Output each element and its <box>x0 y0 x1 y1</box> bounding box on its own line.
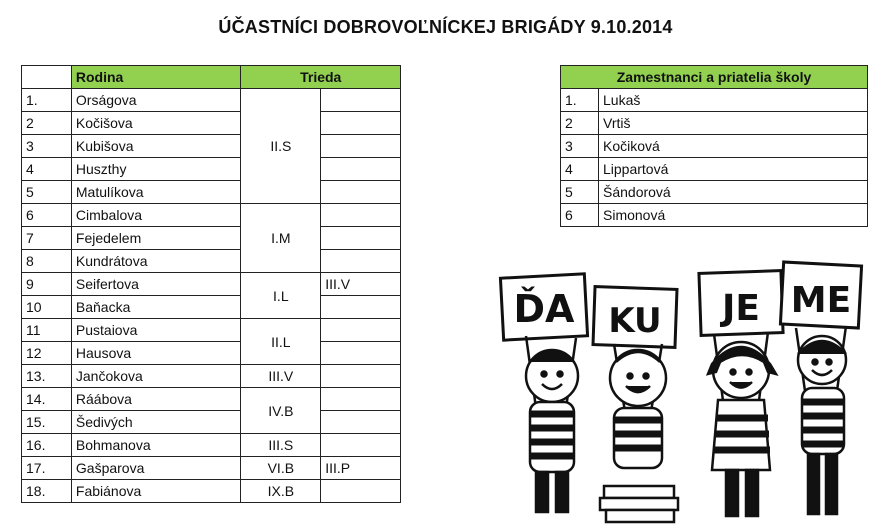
table-row <box>22 480 401 503</box>
table-row <box>22 135 401 158</box>
row-number: 1. <box>561 89 599 112</box>
table-row <box>22 273 401 296</box>
row-number: 3 <box>561 135 599 158</box>
kid-figure <box>708 332 776 516</box>
kid-figure <box>796 326 846 514</box>
family-name: Baňacka <box>71 296 241 319</box>
family-name: Gašparova <box>71 457 241 480</box>
staff-name: Simonová <box>599 204 868 227</box>
family-name: Kundrátova <box>71 250 241 273</box>
sign-text: ĎA <box>513 287 575 331</box>
header-family: Rodina <box>71 66 241 89</box>
extra-cell <box>321 204 401 227</box>
table-row <box>561 89 868 112</box>
table-row <box>22 434 401 457</box>
table-header-row <box>22 66 401 89</box>
row-number: 16. <box>22 434 72 457</box>
table-row <box>22 296 401 319</box>
extra-cell <box>321 388 401 411</box>
row-number: 5 <box>561 181 599 204</box>
row-number: 1. <box>22 89 72 112</box>
extra-cell <box>321 227 401 250</box>
family-name: Matulíkova <box>71 181 241 204</box>
family-name: Cimbalova <box>71 204 241 227</box>
row-number: 2 <box>22 112 72 135</box>
family-name: Kubišova <box>71 135 241 158</box>
row-number: 3 <box>22 135 72 158</box>
extra-cell <box>321 250 401 273</box>
extra-cell <box>321 181 401 204</box>
table-row <box>561 204 868 227</box>
class-cell: IV.B <box>241 388 321 434</box>
table-row <box>561 181 868 204</box>
extra-cell <box>321 89 401 112</box>
table-row <box>22 365 401 388</box>
extra-cell <box>321 480 401 503</box>
table-row <box>22 250 401 273</box>
row-number: 4 <box>22 158 72 181</box>
family-name: Jančokova <box>71 365 241 388</box>
families-table <box>21 65 401 503</box>
class-cell: II.L <box>241 319 321 365</box>
extra-cell <box>321 365 401 388</box>
row-number: 7 <box>22 227 72 250</box>
header-class: Trieda <box>241 66 401 89</box>
table-row <box>22 181 401 204</box>
table-row <box>22 457 401 480</box>
class-cell: I.L <box>241 273 321 319</box>
row-number: 4 <box>561 158 599 181</box>
extra-cell <box>321 296 401 319</box>
row-number: 18. <box>22 480 72 503</box>
row-number: 6 <box>561 204 599 227</box>
table-row <box>22 411 401 434</box>
kid-figure <box>600 344 678 522</box>
class-cell: III.S <box>241 434 321 457</box>
family-name: Kočišova <box>71 112 241 135</box>
table-row <box>22 112 401 135</box>
family-name: Hausova <box>71 342 241 365</box>
table-row <box>22 227 401 250</box>
extra-cell: III.V <box>321 273 401 296</box>
extra-cell <box>321 112 401 135</box>
family-name: Pustaiova <box>71 319 241 342</box>
family-name: Seifertova <box>71 273 241 296</box>
extra-cell <box>321 319 401 342</box>
family-name: Huszthy <box>71 158 241 181</box>
staff-name: Vrtiš <box>599 112 868 135</box>
table-row <box>22 388 401 411</box>
family-name: Fabiánova <box>71 480 241 503</box>
row-number: 9 <box>22 273 72 296</box>
staff-name: Lippartová <box>599 158 868 181</box>
family-name: Bohmanova <box>71 434 241 457</box>
row-number: 17. <box>22 457 72 480</box>
table-row <box>22 342 401 365</box>
extra-cell: III.P <box>321 457 401 480</box>
class-cell: II.S <box>241 89 321 204</box>
row-number: 8 <box>22 250 72 273</box>
extra-cell <box>321 135 401 158</box>
class-cell: IX.B <box>241 480 321 503</box>
staff-table <box>560 65 868 227</box>
row-number: 6 <box>22 204 72 227</box>
sign-text: ME <box>790 280 852 321</box>
staff-name: Kočiková <box>599 135 868 158</box>
kid-figure <box>526 336 578 512</box>
table-row <box>22 204 401 227</box>
table-row <box>22 158 401 181</box>
family-name: Šedivých <box>71 411 241 434</box>
family-name: Orságova <box>71 89 241 112</box>
class-cell: VI.B <box>241 457 321 480</box>
class-cell: III.V <box>241 365 321 388</box>
sign-board <box>699 271 783 336</box>
sign-board <box>500 274 587 340</box>
row-number: 10 <box>22 296 72 319</box>
extra-cell <box>321 342 401 365</box>
sign-text: JE <box>722 288 760 329</box>
thank-you-illustration <box>496 258 866 526</box>
staff-name: Šándorová <box>599 181 868 204</box>
staff-name: Lukaš <box>599 89 868 112</box>
table-row <box>22 319 401 342</box>
sign-board <box>780 262 861 328</box>
row-number: 14. <box>22 388 72 411</box>
table-row <box>22 89 401 112</box>
header-number <box>22 66 72 89</box>
family-name: Ráábova <box>71 388 241 411</box>
header-staff: Zamestnanci a priatelia školy <box>561 66 868 89</box>
page-title: ÚČASTNÍCI DOBROVOĽNÍCKEJ BRIGÁDY 9.10.2014 <box>218 17 673 37</box>
table-row <box>561 158 868 181</box>
extra-cell <box>321 411 401 434</box>
extra-cell <box>321 158 401 181</box>
table-row <box>561 135 868 158</box>
family-name: Fejedelem <box>71 227 241 250</box>
row-number: 11 <box>22 319 72 342</box>
row-number: 13. <box>22 365 72 388</box>
row-number: 12 <box>22 342 72 365</box>
table-header-row <box>561 66 868 89</box>
sign-board <box>593 287 677 348</box>
extra-cell <box>321 434 401 457</box>
row-number: 15. <box>22 411 72 434</box>
row-number: 2 <box>561 112 599 135</box>
table-row <box>561 112 868 135</box>
sign-text: KU <box>608 301 662 341</box>
class-cell: I.M <box>241 204 321 273</box>
row-number: 5 <box>22 181 72 204</box>
